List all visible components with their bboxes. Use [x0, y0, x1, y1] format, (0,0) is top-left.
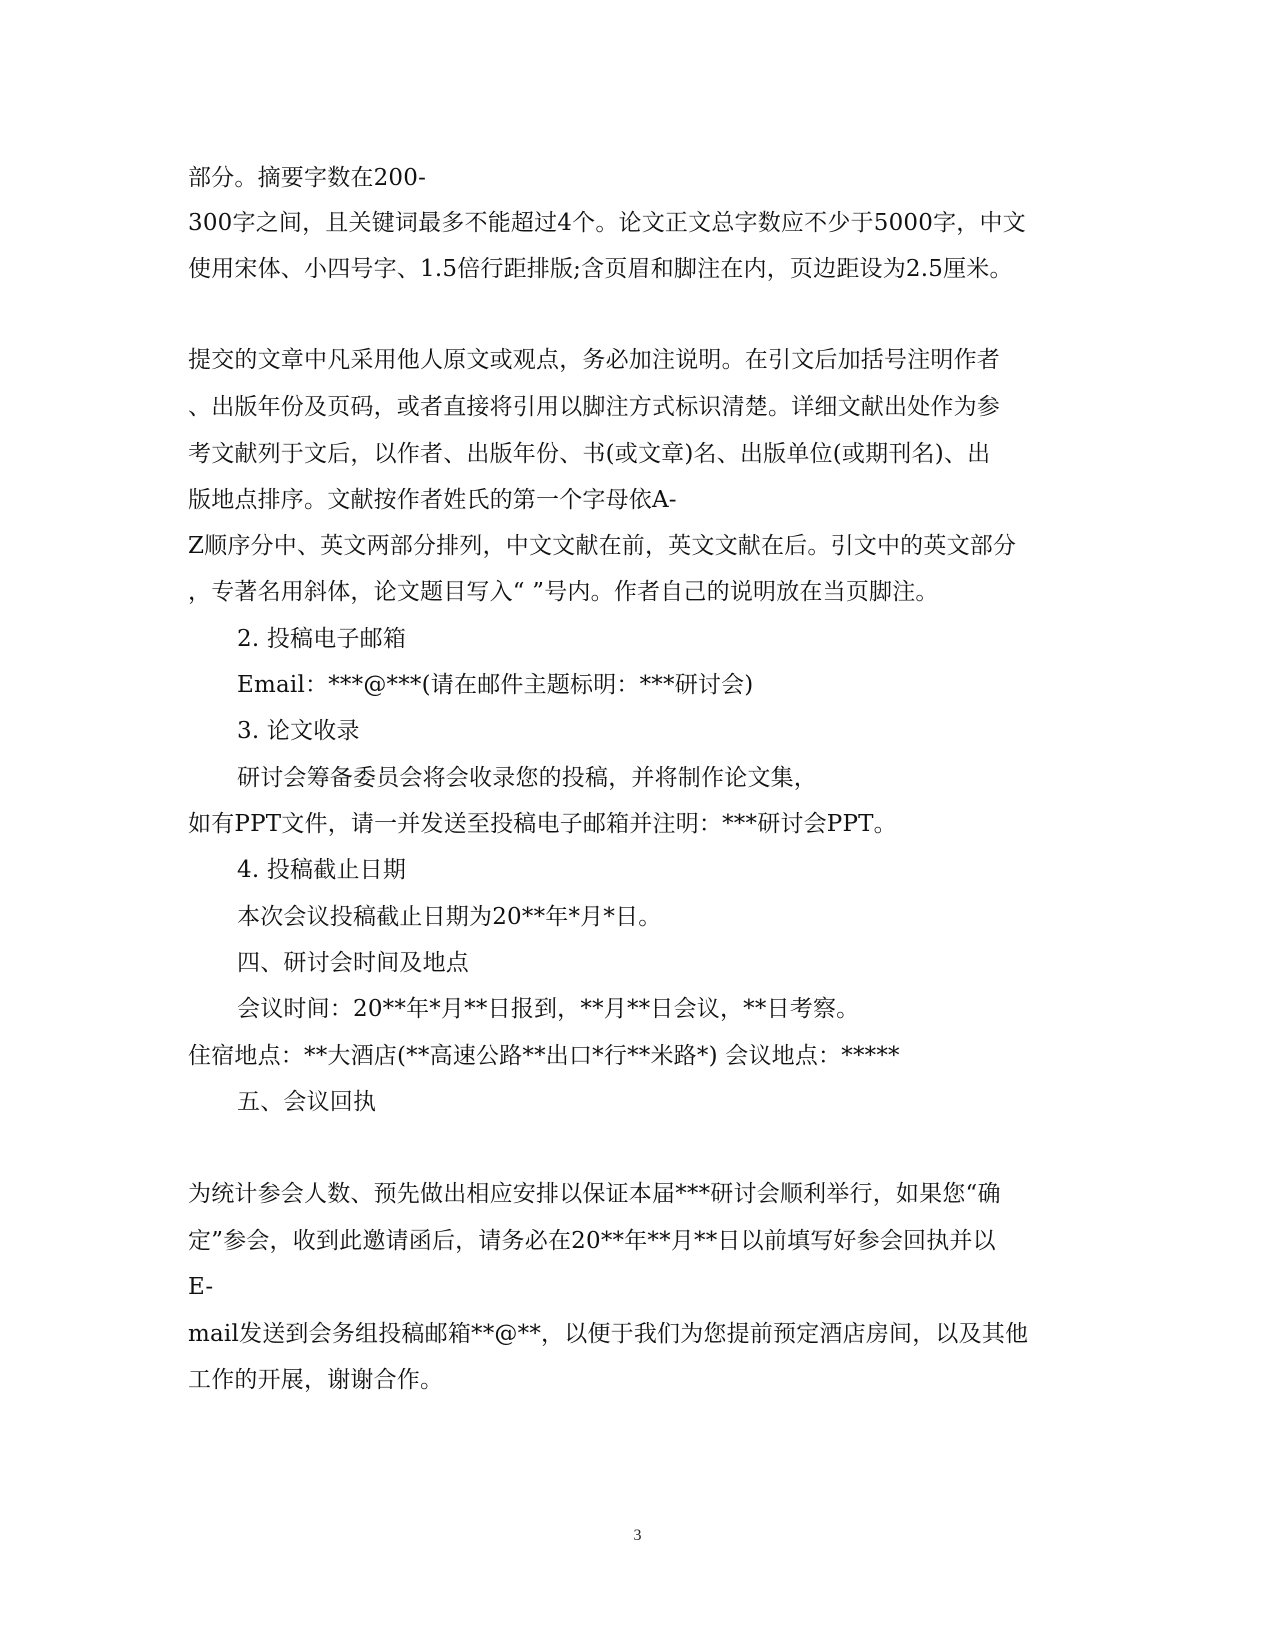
text-line: 300字之间，且关键词最多不能超过4个。论文正文总字数应不少于5000字，中文 — [188, 210, 1026, 236]
text-line: 使用宋体、小四号字、1.5倍行距排版;含页眉和脚注在内，页边距设为2.5厘米。 — [188, 256, 1013, 282]
text-line: 、出版年份及页码，或者直接将引用以脚注方式标识清楚。详细文献出处作为参 — [188, 394, 1000, 420]
text-line: 研讨会筹备委员会将会收录您的投稿，并将制作论文集， — [237, 765, 817, 791]
section-heading: 3. 论文收录 — [237, 718, 360, 744]
text-line: 本次会议投稿截止日期为20**年*月*日。 — [237, 904, 662, 930]
text-line: 考文献列于文后，以作者、出版年份、书(或文章)名、出版单位(或期刊名)、出 — [188, 441, 991, 467]
section-heading: 2. 投稿电子邮箱 — [237, 626, 407, 652]
text-line: 定”参会，收到此邀请函后，请务必在20**年**月**日以前填写好参会回执并以 — [188, 1228, 996, 1254]
text-line: 为统计参会人数、预先做出相应安排以保证本届***研讨会顺利举行，如果您“确 — [188, 1181, 1001, 1207]
text-line: 会议时间：20**年*月**日报到，**月**日会议，**日考察。 — [237, 996, 860, 1022]
page-number: 3 — [633, 1527, 642, 1544]
text-line: 住宿地点：**大酒店(**高速公路**出口*行**米路*) 会议地点：***** — [188, 1043, 900, 1069]
text-line: mail发送到会务组投稿邮箱**@**，以便于我们为您提前预定酒店房间，以及其他 — [188, 1321, 1029, 1347]
section-heading: 4. 投稿截止日期 — [237, 857, 407, 883]
text-line: E- — [188, 1274, 214, 1300]
text-line: 提交的文章中凡采用他人原文或观点，务必加注说明。在引文后加括号注明作者 — [188, 347, 1000, 373]
section-heading: 四、研讨会时间及地点 — [237, 950, 469, 976]
text-line: ，专著名用斜体，论文题目写入“ ”号内。作者自己的说明放在当页脚注。 — [188, 579, 939, 605]
text-line: 部分。摘要字数在200- — [188, 165, 427, 191]
section-heading: 五、会议回执 — [237, 1089, 377, 1115]
text-line: 版地点排序。文献按作者姓氏的第一个字母依A- — [188, 487, 677, 513]
text-line: Email：***@***(请在邮件主题标明：***研讨会) — [237, 672, 754, 698]
text-line: Z顺序分中、英文两部分排列，中文文献在前，英文文献在后。引文中的英文部分 — [188, 533, 1017, 559]
text-line: 如有PPT文件，请一并发送至投稿电子邮箱并注明：***研讨会PPT。 — [188, 811, 897, 837]
text-line: 工作的开展，谢谢合作。 — [188, 1367, 444, 1393]
